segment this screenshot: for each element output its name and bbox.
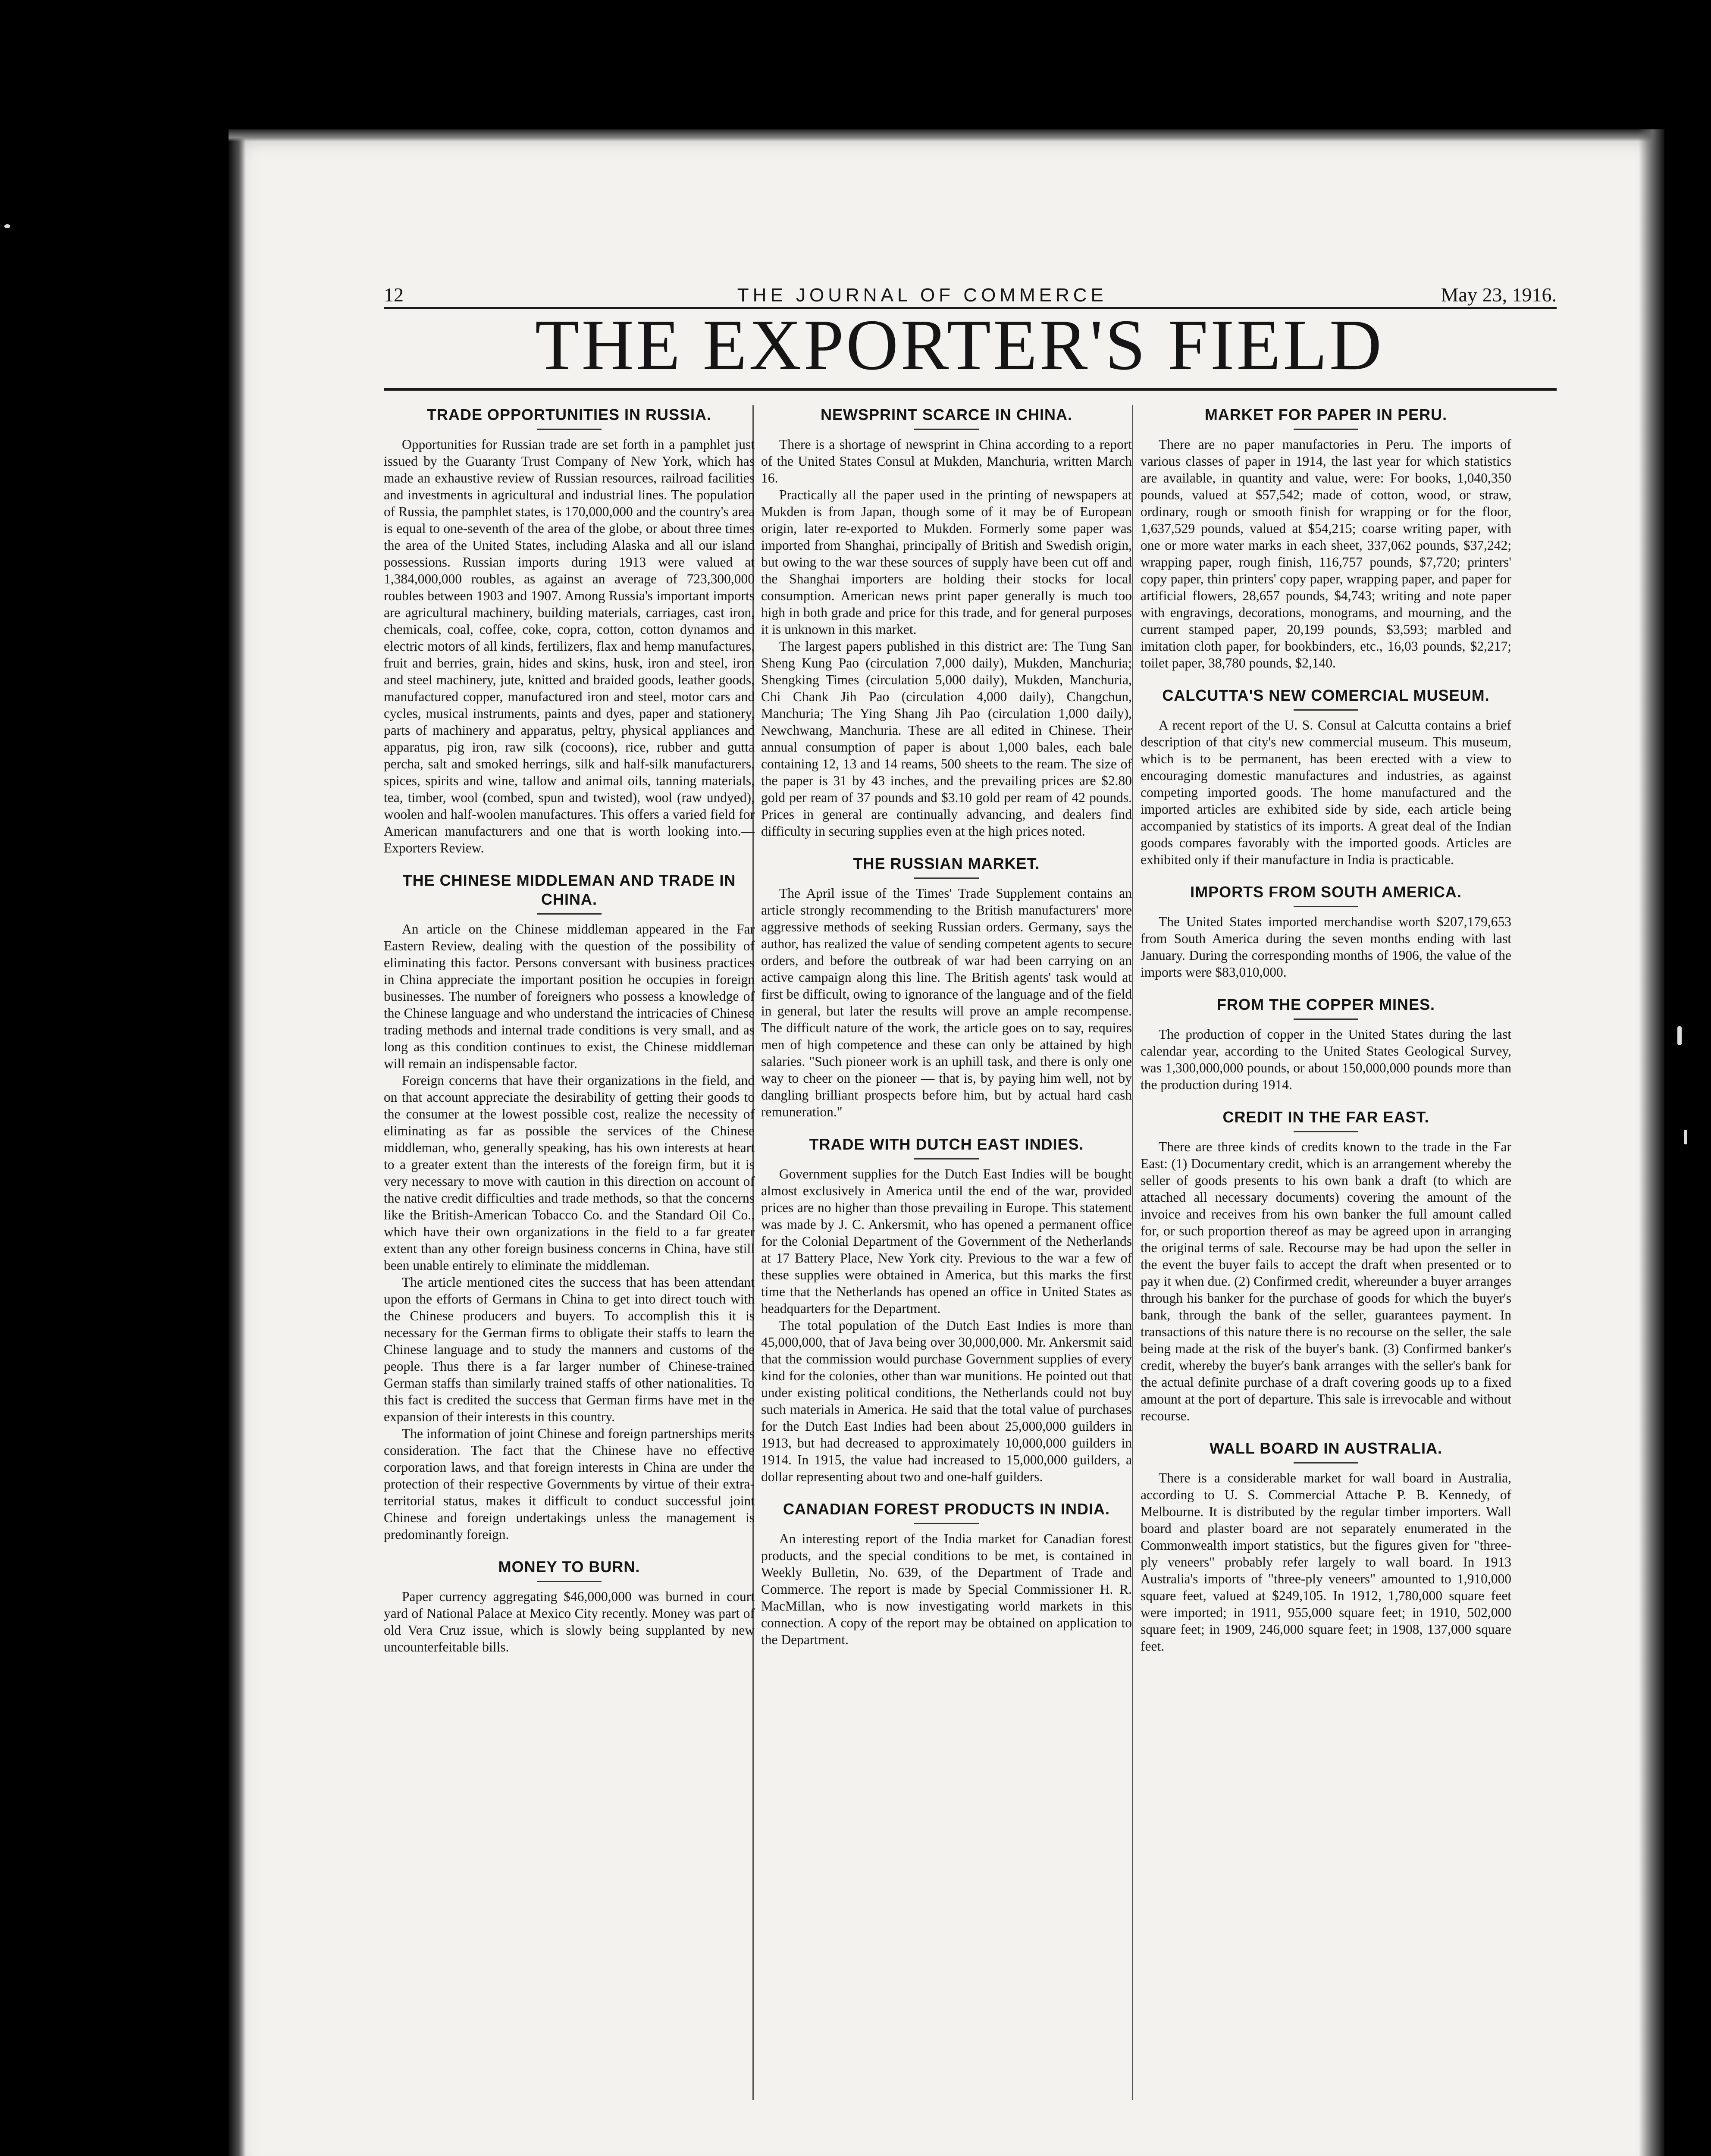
article <box>761 1135 1132 1485</box>
article <box>1141 1108 1511 1424</box>
article-headline: CANADIAN FOREST PRODUCTS IN INDIA. <box>761 1500 1132 1524</box>
masthead: THE EXPORTER'S FIELD <box>535 305 1384 385</box>
article-headline: TRADE WITH DUTCH EAST INDIES. <box>761 1135 1132 1159</box>
article-paragraph: A recent report of the U. S. Consul at Calcutta contains a brief description of that city's new commercial museum. This museum, which is to be permanent, has been erected with a view to encouraging domestic manufactures and industries, as against competing imported goods. The home manufactured and the imported articles are exhibited side by side, each article being accompanied by statistics of its imports. A great deal of the Indian goods compares favorably with the imported goods. Articles are exhibited only if their manufacture in India is practicable. <box>1141 718 1511 867</box>
article-headline: THE CHINESE MIDDLEMAN AND TRADE IN CHINA. <box>384 871 755 915</box>
article-paragraph: The article mentioned cites the success that has been attendant upon the efforts of Germans in China to get into direct touch with the Chinese producers and buyers. To accomplish this it is necessary for the German firms to obligate their staffs to learn the Chinese language and to study the manners and customs of the people. Thus there is a far larger number of Chinese-trained German staffs than similarly trained staffs of other nationalities. To this fact is credited the success that German firms have met in the expansion of their interests in this country. <box>384 1275 755 1424</box>
article-paragraph: There are no paper manufactories in Peru. The imports of various classes of paper in 1914, the last year for which statistics are available, in quantity and value, were: For books, 1,040,350 pounds, valued at $57,542; made of cotton, wood, or straw, ordinary, rough or smooth finish for wrapping or for the floor, 1,637,529 pounds, valued at $54,215; coarse writing paper, with one or more water marks in each sheet, 337,062 pounds, $37,242; wrapping paper, rough finish, 116,757 pounds, $7,720; printers' copy paper, thin printers' copy paper, wrapping paper, and paper for artificial flowers, 28,657 pounds, $4,743; writing and note paper with engravings, decorations, monograms, and mourning, and the current stamped paper, 20,199 pounds, $3,593; marbled and imitation cloth paper, for bookbinders, etc., 16,03 pounds, $2,217; toilet paper, 38,780 pounds, $2,140. <box>1141 437 1511 671</box>
article-paragraph: An interesting report of the India market for Canadian forest products, and the special conditions to be met, is contained in Weekly Bulletin, No. 639, of the Department of Trade and Commerce. The report is made by Special Commissioner H. R. MacMillan, who is now investigating world markets in this connection. A copy of the report may be obtained on application to the Department. <box>761 1531 1132 1647</box>
scan-speck <box>4 224 10 228</box>
article-headline: WALL BOARD IN AUSTRALIA. <box>1141 1439 1511 1463</box>
scan-speck <box>1677 1026 1682 1045</box>
article-paragraph: Opportunities for Russian trade are set forth in a pamphlet just issued by the Guaranty Trust Company of New York, which has made an exhaustive review of Russian resources, railroad facilities and investments in agricultural and industrial lines. The population of Russia, the pamphlet states, is 170,000,000 and the country's area is equal to one-seventh of the area of the globe, or about three times the area of the United States, including Alaska and all our island possessions. Russian imports during 1913 were valued at 1,384,000,000 roubles, as against an average of 723,300,000 roubles between 1903 and 1907. Among Russia's important imports are agricultural machinery, building materials, carriages, cast iron, chemicals, coal, coffee, coke, copra, cotton, cotton dynamos and electric motors of all kinds, fertilizers, flax and hemp manufactures, fruit and berries, grain, hides and skins, husk, iron and steel, iron and steel machinery, jute, knitted and braided goods, leather goods, manufactured copper, manufactured iron and steel, motor cars and cycles, musical instruments, paints and dyes, paper and stationery, parts of machinery and apparatus, peltry, physical appliances and apparatus, pig iron, raw silk (cocoons), rice, rubber and gutta percha, salt and smoked herrings, silk and half-silk manufacturers, spices, spirits and wine, tallow and animal oils, tanning materials, tea, timber, wool (combed, spun and twisted), wool (raw undyed), woolen and half-woolen manufactures. This offers a varied field for American manufacturers and one that is worth looking into.—Exporters Review. <box>384 437 755 856</box>
masthead-rule <box>384 388 1557 391</box>
article <box>384 871 755 1543</box>
column-1 <box>384 405 755 2139</box>
article <box>761 405 1132 840</box>
article-paragraph: There is a considerable market for wall board in Australia, according to U. S. Commercial Attache P. B. Kennedy, of Melbourne. It is distributed by the regular timber importers. Wall board and plaster board are not separately enumerated in the Commonwealth import statistics, but the figures given for "three-ply veneers" probably refer largely to wall board. In 1913 Australia's imports of "three-ply veneers" amounted to 1,910,000 square feet, valued at $249,105. In 1912, 1,780,000 square feet were imported; in 1911, 955,000 square feet; in 1910, 502,000 square feet; in 1909, 246,000 square feet; in 1908, 137,000 square feet. <box>1141 1470 1511 1654</box>
column-3 <box>1141 405 1511 2139</box>
article-paragraph: There are three kinds of credits known to the trade in the Far East: (1) Documentary credit, which is an arrangement whereby the seller of goods presents to his own bank a draft (to which are attached all necessary documents) covering the amount of the invoice and receives from his own banker the full amount called for, or such proportion thereof as may be agreed upon in arranging the original terms of sale. Recourse may be had upon the seller in the event the buyer fails to accept the draft when presented or to pay it when due. (2) Confirmed credit, whereunder a buyer arranges through his banker for the purchase of goods for which the buyer's bank, through the bank of the seller, guarantees payment. In transactions of this nature there is no recourse on the seller, the sale being made at the risk of the buyer's bank. (3) Confirmed banker's credit, whereby the buyer's bank arranges with the seller's bank for the actual definite purchase of a draft covering goods up to a fixed amount at the port of departure. This sale is irrevocable and without recourse. <box>1141 1139 1511 1423</box>
article-paragraph: An article on the Chinese middleman appeared in the Far Eastern Review, dealing with the question of the possibility of eliminating this factor. Persons conversant with business practices in China appreciate the important position he occupies in foreign businesses. The number of foreigners who possess a knowledge of the Chinese language and who understand the intricacies of Chinese trading methods and internal trade conditions is very small, and as long as this condition continues to exist, the Chinese middleman will remain an indispensable factor. <box>384 921 755 1071</box>
article-paragraph: Practically all the paper used in the printing of newspapers at Mukden is from Japan, though some of it may be of European origin, later re-exported to Mukden. Formerly some paper was imported from Shanghai, principally of British and Swedish origin, but owing to the war these sources of supply have been cut off and the Shanghai importers are holding their stocks for local consumption. American news print paper generally is much too high in both grade and price for this trade, and for general purposes it is unknown in this market. <box>761 487 1132 637</box>
article-paragraph: Foreign concerns that have their organizations in the field, and on that account appreciate the desirability of getting their goods to the consumer at the lowest possible cost, realize the necessity of eliminating as far as possible the services of the Chinese middleman, who, generally speaking, has his own interests at heart to a greater extent than the interests of the foreign firm, but it is very necessary to move with caution in this direction on account of the native credit difficulties and trade methods, so that the concerns like the British-American Tobacco Co. and the Standard Oil Co., which have their own organizations in the field to a far greater extent than any other foreign business concerns in China, have still been unable entirely to eliminate the middleman. <box>384 1073 755 1273</box>
article-paragraph: The information of joint Chinese and foreign partnerships merits consideration. The fact that the Chinese have no effective corporation laws, and that foreign interests in China are under the protection of their respective Governments by virtue of their extra-territorial status, makes it difficult to conduct successful joint Chinese and foreign undertakings unless the management is predominantly foreign. <box>384 1426 755 1542</box>
article-paragraph: The largest papers published in this district are: The Tung San Sheng Kung Pao (circulation 7,000 daily), Mukden, Manchuria; Shengking Times (circulation 5,000 daily), Mukden, Manchuria, Chi Chank Jih Pao (circulation 4,000 daily), Changchun, Manchuria; The Ying Shang Jih Pao (circulation 1,000 daily), Newchwang, Manchuria. These are all edited in Chinese. Their annual consumption of paper is about 1,000 bales, each bale containing 12, 13 and 14 reams, 500 sheets to the ream. The size of the paper is 31 by 43 inches, and the prevailing prices are $2.80 gold per ream of 37 pounds and $3.10 gold per ream of 42 pounds. Prices in general are continually advancing, and dealers find difficulty in securing supplies even at the high prices noted. <box>761 639 1132 839</box>
article <box>1141 405 1511 671</box>
column-2 <box>761 405 1132 2139</box>
article <box>761 1500 1132 1648</box>
scan-speck <box>1684 1130 1687 1144</box>
article-headline: NEWSPRINT SCARCE IN CHINA. <box>761 405 1132 430</box>
article-headline: IMPORTS FROM SOUTH AMERICA. <box>1141 883 1511 907</box>
page-number: 12 <box>384 284 404 306</box>
issue-date: May 23, 1916. <box>1441 284 1557 306</box>
article <box>1141 883 1511 981</box>
article <box>1141 1439 1511 1655</box>
scan-edge-right <box>1639 129 1664 2156</box>
article-paragraph: There is a shortage of newsprint in China according to a report of the United States Consul at Mukden, Manchuria, written March 16. <box>761 437 1132 486</box>
article-paragraph: Government supplies for the Dutch East Indies will be bought almost exclusively in America until the end of the war, provided prices are no higher than those prevailing in Europe. This statement was made by J. C. Ankersmit, who has opened a permanent office for the Colonial Department of the Government of the Netherlands at 17 Battery Place, New York city. Previous to the war a few of these supplies were obtained in America, but this marks the first time that the Netherlands has opened an office in United States as headquarters for the Department. <box>761 1166 1132 1316</box>
article-headline: CALCUTTA'S NEW COMERCIAL MUSEUM. <box>1141 686 1511 711</box>
newspaper-page <box>229 129 1664 2156</box>
running-header <box>384 267 1557 306</box>
scan-edge-left <box>229 129 246 2156</box>
article-paragraph: The production of copper in the United States during the last calendar year, according to the United States Geological Survey, was 1,300,000,000 pounds, or about 150,000,000 pounds more than the production during 1914. <box>1141 1027 1511 1092</box>
article-headline: FROM THE COPPER MINES. <box>1141 995 1511 1020</box>
journal-title: THE JOURNAL OF COMMERCE <box>737 285 1107 306</box>
article-headline: THE RUSSIAN MARKET. <box>761 854 1132 879</box>
article-headline: TRADE OPPORTUNITIES IN RUSSIA. <box>384 405 755 430</box>
article-paragraph: The total population of the Dutch East Indies is more than 45,000,000, that of Java being over 30,000,000. Mr. Ankersmit said that the commission would purchase Government supplies of every kind for the colonies, other than war munitions. He pointed out that under existing political conditions, the Netherlands could not buy such materials in America. He said that the total value of purchases for the Dutch East Indies had been about 25,000,000 guilders in 1913, but had decreased to approximately 10,000,000 guilders in 1914. In 1915, the value had increased to 15,000,000 guilders, a dollar representing about two and one-half guilders. <box>761 1318 1132 1484</box>
column-divider <box>1132 405 1133 2100</box>
scan-edge-top <box>229 129 1664 141</box>
article-paragraph: The United States imported merchandise worth $207,179,653 from South America during the seven months ending with last January. During the corresponding months of 1906, the value of the imports were $83,010,000. <box>1141 914 1511 980</box>
article-paragraph: Paper currency aggregating $46,000,000 was burned in court yard of National Palace at Mexico City recently. Money was part of old Vera Cruz issue, which is slowly being supplanted by new uncounterfeitable bills. <box>384 1589 755 1655</box>
article-headline: MONEY TO BURN. <box>384 1557 755 1582</box>
article <box>1141 686 1511 868</box>
article <box>384 405 755 856</box>
article <box>761 854 1132 1120</box>
article-headline: MARKET FOR PAPER IN PERU. <box>1141 405 1511 430</box>
article <box>384 1557 755 1655</box>
article-headline: CREDIT IN THE FAR EAST. <box>1141 1108 1511 1132</box>
article <box>1141 995 1511 1093</box>
article-paragraph: The April issue of the Times' Trade Supplement contains an article strongly recommending to the British manufacturers' more aggressive methods of seeking Russian orders. Germany, says the author, has realized the value of sending competent agents to secure orders, and before the outbreak of war had been carrying on an active campaign along this line. The British agents' task would at first be difficult, owing to ignorance of the language and of the field in general, but later the results will prove an ample recompense. The difficult nature of the work, the article goes on to say, requires men of high competence and these can only be attained by high salaries. "Such pioneer work is an uphill task, and there is only one way to cheer on the pioneer — that is, by paying him well, not by dangling brilliant prospects before him, but by actual hard cash remuneration." <box>761 886 1132 1119</box>
